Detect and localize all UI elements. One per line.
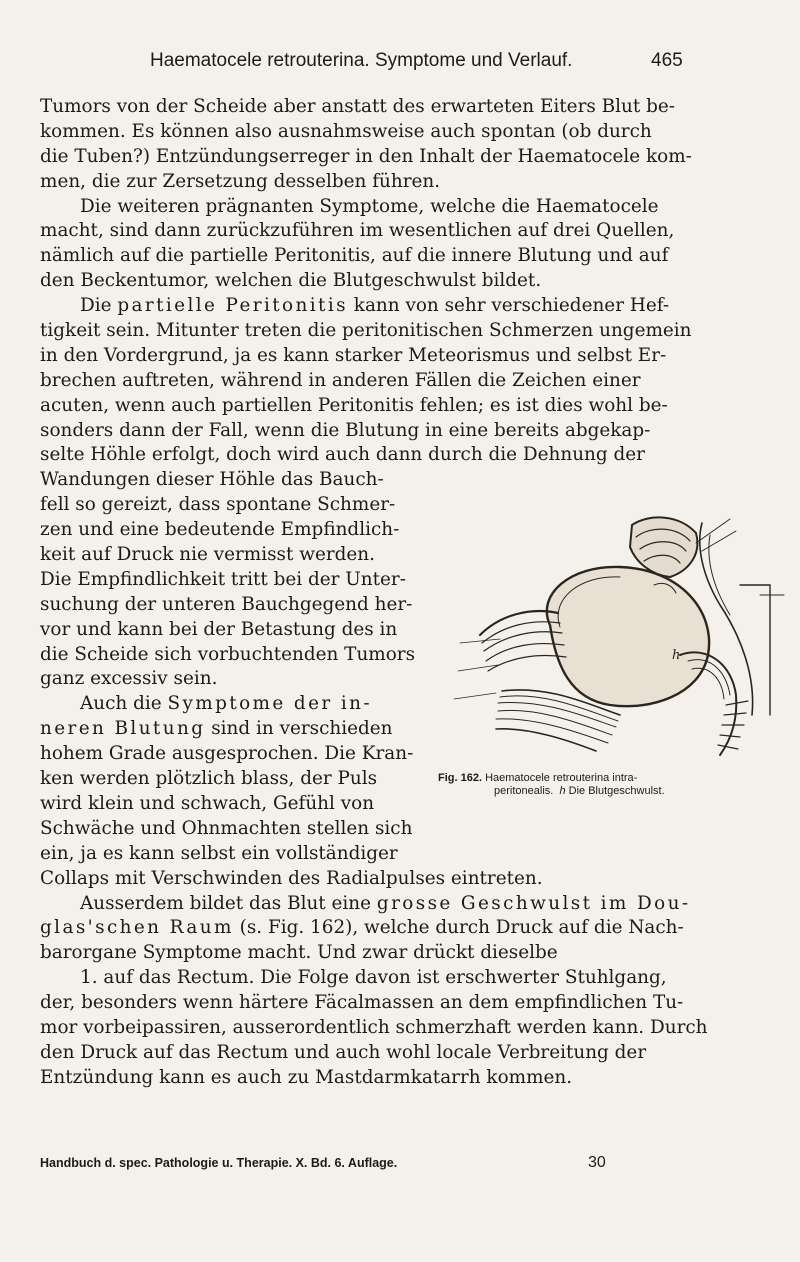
- caption-line-1: Haematocele retrouterina intra-: [485, 772, 638, 784]
- figure-caption: [438, 772, 794, 798]
- text-line: keit auf Druck nie vermisst werden.: [40, 544, 375, 566]
- caption-italic-h: h: [559, 785, 566, 797]
- text-line: sonders dann der Fall, wenn die Blutung in eine bereits abgekap-: [40, 419, 651, 441]
- text-line: in den Vordergrund, ja es kann starker Meteorismus und selbst Er-: [40, 344, 667, 366]
- text-line: Entzündung kann es auch zu Mastdarmkatarrh kommen.: [40, 1066, 573, 1088]
- figure-label-h: h: [672, 648, 681, 663]
- text-run: sind in verschieden: [205, 718, 393, 740]
- text-line: ein, ja es kann selbst ein vollständiger: [40, 842, 398, 864]
- running-title: Haematocele retrouterina. Symptome und Verlauf.: [150, 50, 573, 71]
- emphasis-douglas-raum: glas'schen Raum: [40, 917, 234, 939]
- text-line: suchung der unteren Bauchgegend her-: [40, 593, 413, 615]
- signature-mark: 30: [588, 1154, 606, 1171]
- text-line: den Beckentumor, welchen die Blutgeschwulst bildet.: [40, 270, 542, 292]
- text-run: Ausserdem bildet das Blut eine: [80, 892, 377, 914]
- text-line: den Druck auf das Rectum und auch wohl locale Verbreitung der: [40, 1041, 647, 1063]
- page-footer: [40, 1154, 606, 1176]
- text-line: Wandungen dieser Höhle das Bauch-: [40, 469, 384, 491]
- emphasis-grosse-geschwulst: grosse Geschwulst im Dou-: [376, 892, 691, 914]
- pelvis-illustration: [440, 515, 792, 760]
- text-line: ganz excessiv sein.: [40, 668, 218, 690]
- caption-line-2: [438, 785, 794, 798]
- emphasis-partielle-peritonitis: partielle Peritonitis: [117, 295, 348, 317]
- text-line: ken werden plötzlich blass, der Puls: [40, 768, 378, 790]
- text-line: acuten, wenn auch partiellen Peritonitis fehlen; es ist dies wohl be-: [40, 394, 668, 416]
- text-line: mor vorbeipassiren, ausserordentlich schmerzhaft werden kann. Durch: [40, 1016, 708, 1038]
- emphasis-inneren-blutung: neren Blutung: [40, 718, 206, 740]
- text-line: fell so gereizt, dass spontane Schmer-: [40, 494, 396, 516]
- running-head: [0, 50, 800, 80]
- text-run: Die: [80, 295, 118, 317]
- text-line: Schwäche und Ohnmachten stellen sich: [40, 817, 413, 839]
- emphasis-symptome: Symptome der in-: [167, 693, 372, 715]
- text-run: (s. Fig. 162), welche durch Druck auf die Nach-: [233, 917, 684, 939]
- figure-number: Fig. 162.: [438, 772, 483, 784]
- text-line: 1. auf das Rectum. Die Folge davon ist erschwerter Stuhlgang,: [80, 967, 667, 989]
- text-line: der, besonders wenn härtere Fäcalmassen an dem empfindlichen Tu-: [40, 992, 684, 1014]
- text-line: tigkeit sein. Mitunter treten die peritonitischen Schmerzen ungemein: [40, 320, 692, 342]
- text-line: Collaps mit Verschwinden des Radialpulses eintreten.: [40, 867, 543, 889]
- text-line: [40, 717, 435, 742]
- text-line: die Tuben?) Entzündungserreger in den Inhalt der Haematocele kom-: [40, 145, 692, 167]
- text-line: [40, 892, 800, 917]
- text-line: selte Höhle erfolgt, doch wird auch dann durch die Dehnung der: [40, 444, 645, 466]
- text-line: Tumors von der Scheide aber anstatt des erwarteten Eiters Blut be-: [40, 96, 675, 117]
- text-line: zen und eine bedeutende Empfindlich-: [40, 519, 400, 541]
- anatomical-figure: [440, 515, 792, 760]
- text-run: Auch die: [80, 693, 168, 715]
- text-line: barorgane Symptome macht. Und zwar drückt dieselbe: [40, 942, 558, 964]
- footer-citation: Handbuch d. spec. Pathologie u. Therapie. X. Bd. 6. Auflage.: [40, 1156, 398, 1170]
- text-line: macht, sind dann zurückzuführen im wesentlichen auf drei Quellen,: [40, 220, 675, 242]
- caption-text: Die Blutgeschwulst.: [568, 785, 665, 797]
- text-line: nämlich auf die partielle Peritonitis, auf die innere Blutung und auf: [40, 245, 669, 267]
- text-line: vor und kann bei der Betastung des in: [40, 618, 398, 640]
- text-line: die Scheide sich vorbuchtenden Tumors: [40, 643, 416, 665]
- text-line: kommen. Es können also ausnahmsweise auch spontan (ob durch: [40, 120, 652, 142]
- text-line: [40, 294, 800, 319]
- page-number: 465: [651, 50, 683, 71]
- caption-text: peritonealis.: [494, 785, 554, 797]
- text-line: wird klein und schwach, Gefühl von: [40, 792, 375, 814]
- text-line: [40, 916, 778, 941]
- text-line: Die Empfindlichkeit tritt bei der Unter-: [40, 568, 406, 590]
- text-line: [40, 692, 475, 717]
- text-line: hohem Grade ausgesprochen. Die Kran-: [40, 743, 414, 765]
- text-line: brechen auftreten, während in anderen Fällen die Zeichen einer: [40, 369, 641, 391]
- text-run: kann von sehr verschiedener Hef-: [347, 295, 670, 317]
- text-line: men, die zur Zersetzung desselben führen.: [40, 170, 441, 192]
- text-line: Die weiteren prägnanten Symptome, welche die Haematocele: [80, 195, 659, 217]
